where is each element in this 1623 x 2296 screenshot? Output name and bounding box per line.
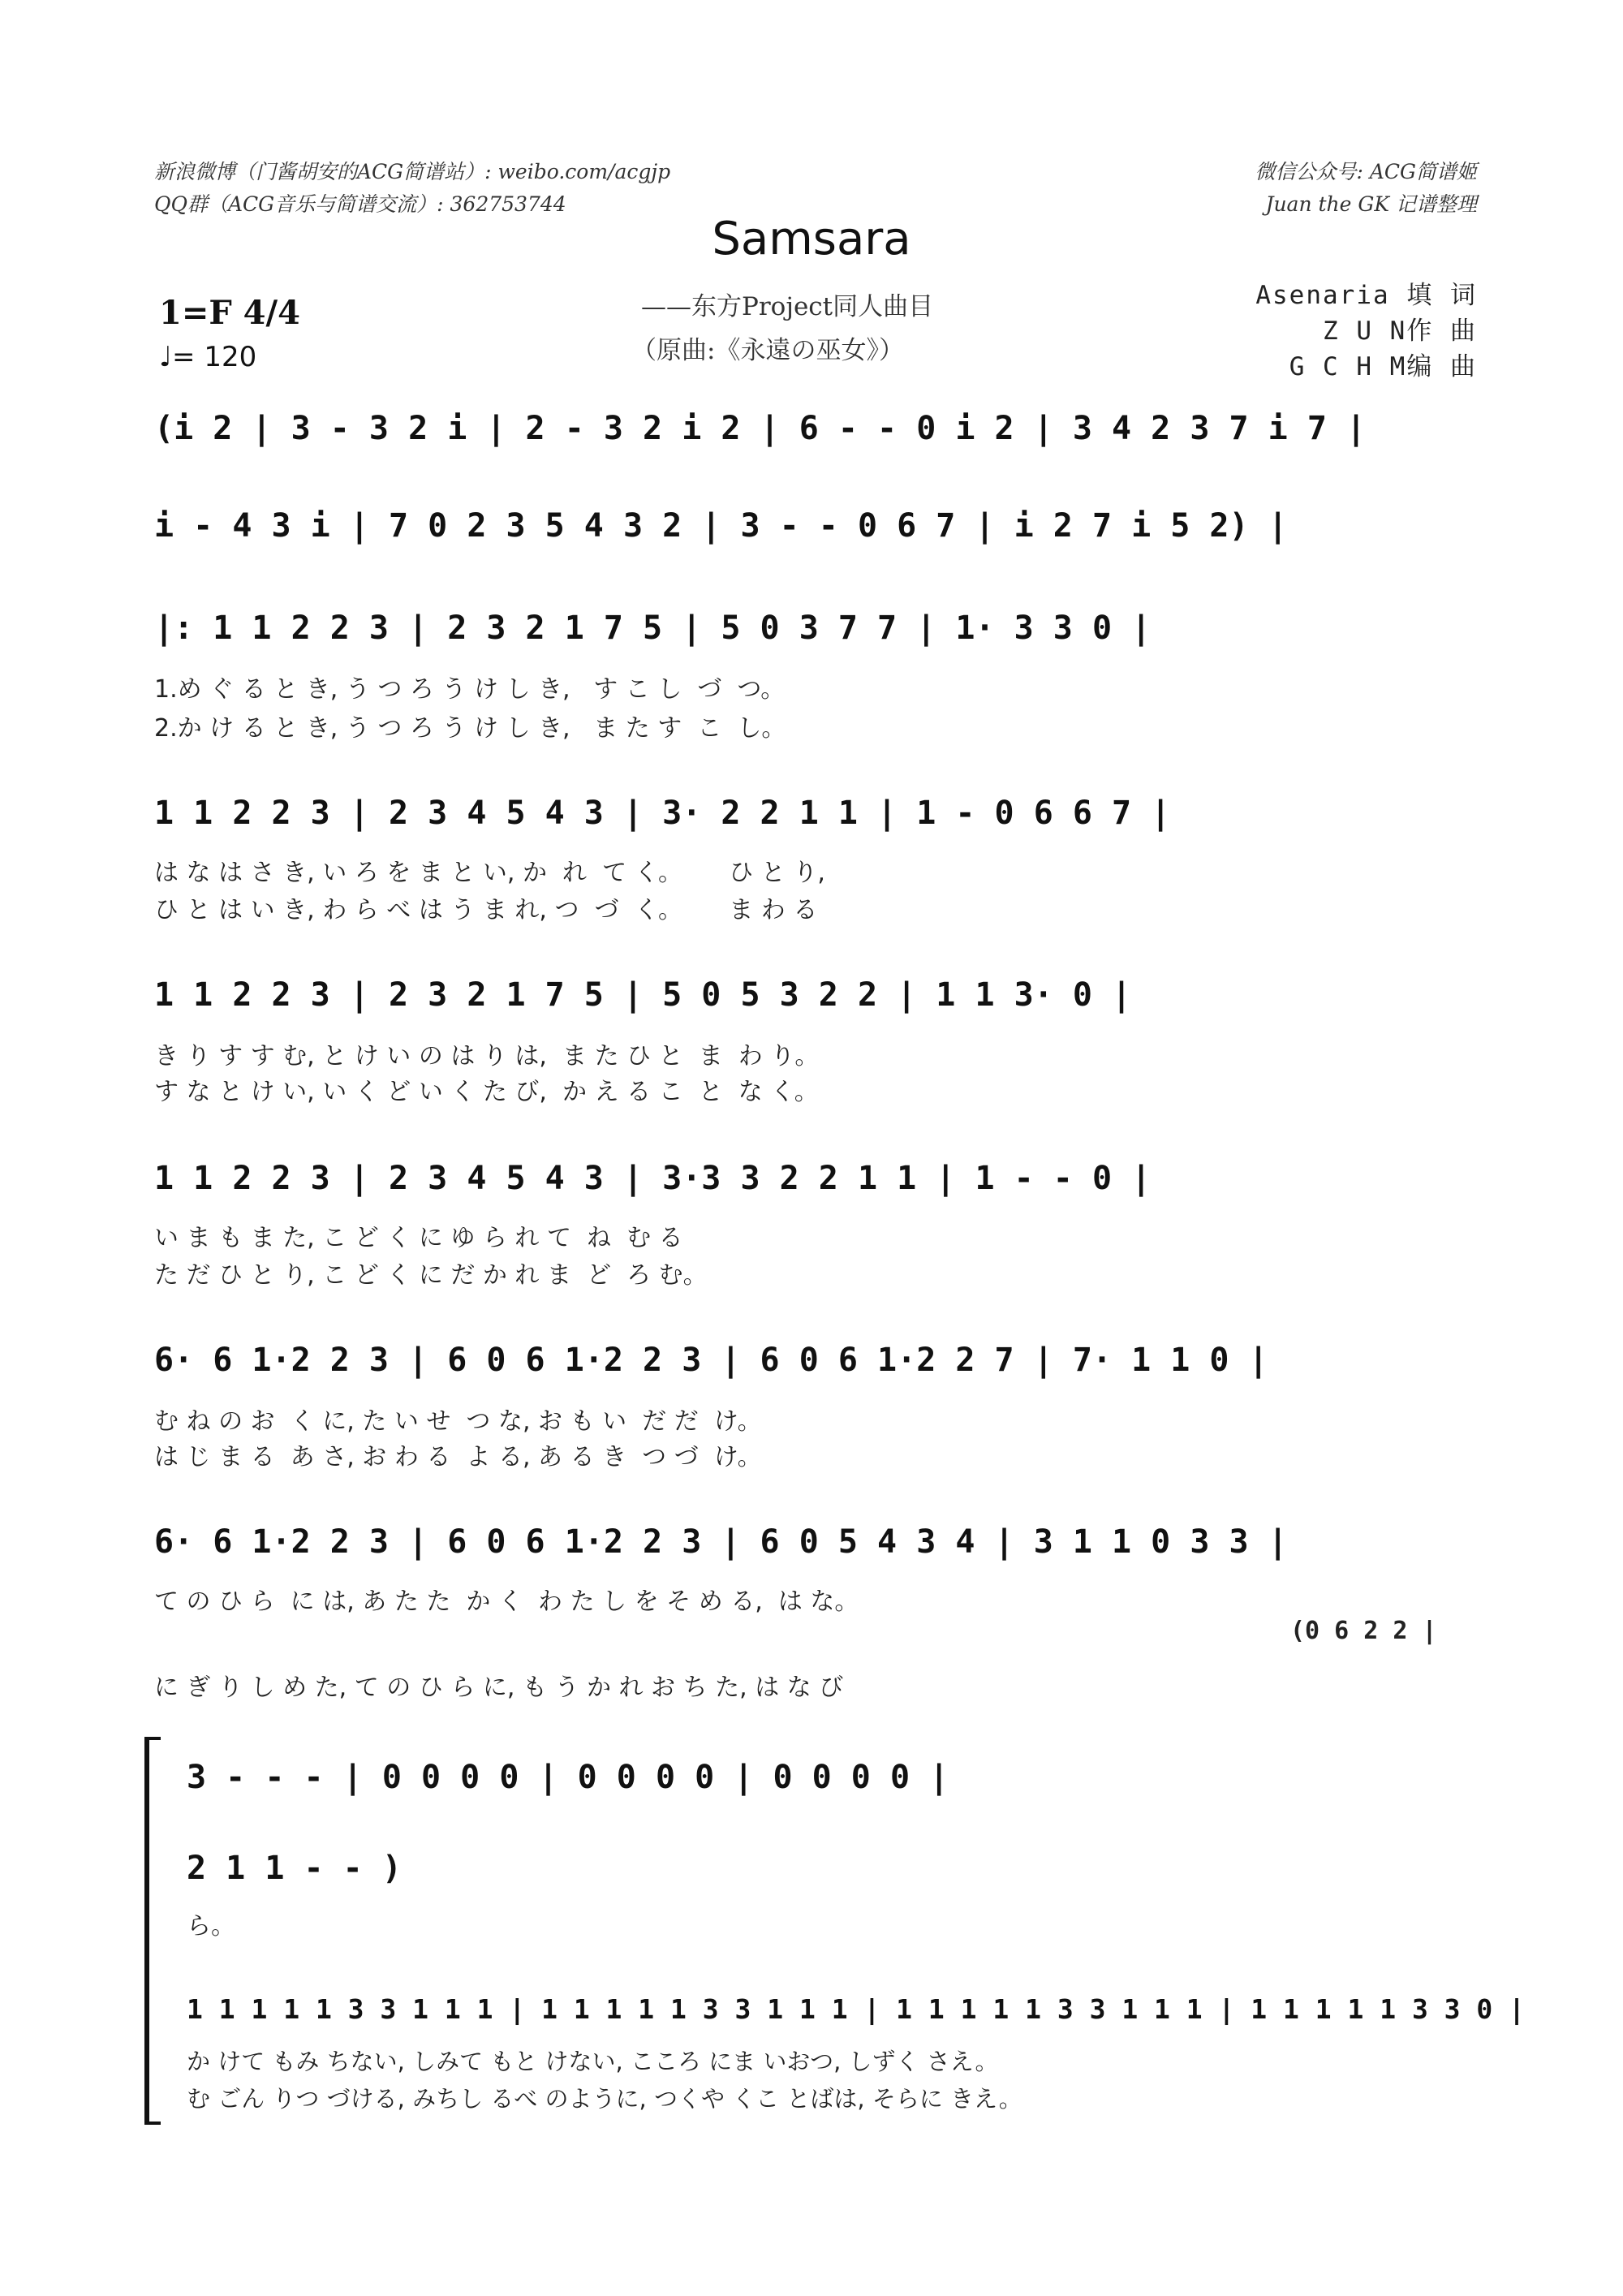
subtitle-original: （原曲:《永遠の巫女》）: [631, 336, 904, 365]
lyrics-verse-2: す な と け い, い く ど い く た び, か え る こ と な く。: [154, 1078, 819, 1106]
notes-line: i - 4 3 i | 7 0 2 3 5 4 3 2 | 3 - - 0 6 7 | i 2 7 i 5 2) |: [154, 507, 1288, 545]
notes-line: 1 1 2 2 3 | 2 3 2 1 7 5 | 5 0 5 3 2 2 | 1 1 3· 0 |: [154, 976, 1132, 1014]
lyrics-verse-2: に ぎ り し め た, て の ひ ら に, も う か れ お ち た, は な び: [154, 1674, 844, 1702]
notes-line: 1 1 2 2 3 | 2 3 4 5 4 3 | 3·3 3 2 2 1 1 | 1 - - 0 |: [154, 1160, 1152, 1197]
song-title: Samsara: [712, 213, 911, 265]
lyrics-verse-1: は な は さ き, い ろ を ま と い, か れ て く。 ひ と り,: [154, 859, 825, 887]
notes-line: 6· 6 1·2 2 3 | 6 0 6 1·2 2 3 | 6 0 5 4 3 4 | 3 1 1 0 3 3 |: [154, 1523, 1288, 1561]
lyrics-verse-2: 2.か け る と き, う つ ろ う け し き, ま た す こ し。: [154, 714, 786, 743]
header-left-line2: QQ群（ACG音乐与简谱交流）: 362753744: [154, 192, 566, 216]
notes-line: 2 1 1 - - ): [187, 1850, 402, 1887]
lyrics-verse-1: む ね の お く に, た い せ つ な, お も い だ だ け。: [154, 1407, 762, 1436]
lyrics-verse-1: か けて もみ ちない, しみて もと けない, こころ にま いおつ, しずく さえ。: [187, 2048, 999, 2075]
lyrics-verse-2: た だ ひ と り, こ ど く に だ か れ ま ど ろ む。: [154, 1261, 708, 1290]
lyrics-verse-2: ひ と は い き, わ ら べ は う ま れ, つ づ く。 ま わ る: [154, 896, 818, 924]
lyrics-verse-1: い ま も ま た, こ ど く に ゆ ら れ て ね む る: [154, 1224, 683, 1252]
header-right-line1: 微信公众号: ACG简谱姬: [1255, 160, 1477, 183]
notes-line: 1 1 2 2 3 | 2 3 4 5 4 3 | 3· 2 2 1 1 | 1 - 0 6 6 7 |: [154, 795, 1171, 832]
key-signature: 1=F 4/4: [159, 294, 300, 332]
lyrics-verse-1: き り す す む, と け い の は り は, ま た ひ と ま わ り。: [154, 1042, 820, 1070]
notes-line: (i 2 | 3 - 3 2 i | 2 - 3 2 i 2 | 6 - - 0 i 2 | 3 4 2 3 7 i 7 |: [154, 410, 1367, 447]
credit-arranger: G C H M编 曲: [1289, 352, 1477, 381]
lyrics-verse-1: て の ひ ら に は, あ た た か く わ た し を そ め る, は な。: [154, 1587, 859, 1616]
credit-lyrics: Asenaria 填 词: [1255, 281, 1477, 310]
credit-composer: Z U N作 曲: [1323, 317, 1477, 346]
header-left-line1: 新浪微博（门酱胡安的ACG简谱站）: weibo.com/acgjp: [154, 160, 671, 183]
lyrics-ending: ら。: [187, 1912, 235, 1941]
notes-line: 1 1 1 1 1 3 3 1 1 1 | 1 1 1 1 1 3 3 1 1 1 | 1 1 1 1 1 3 3 1 1 1 | 1 1 1 1 1 3 3 0 |: [187, 1993, 1526, 2025]
header-right-line2: Juan the GK 记谱整理: [1265, 192, 1477, 216]
lyrics-verse-2: む ごん りつ づける, みちし るべ のように, つくや くこ とばは, そらに きえ。: [187, 2085, 1022, 2113]
ending-bracket: [144, 1737, 161, 2125]
tempo-marking: ♩= 120: [159, 341, 257, 373]
notes-line: 6· 6 1·2 2 3 | 6 0 6 1·2 2 3 | 6 0 6 1·2 2 7 | 7· 1 1 0 |: [154, 1342, 1268, 1379]
pickup-notes: (0 6 2 2 |: [1290, 1617, 1437, 1645]
notes-line: 3 - - - | 0 0 0 0 | 0 0 0 0 | 0 0 0 0 |: [187, 1759, 949, 1796]
subtitle-series: ——东方Project同人曲目: [641, 292, 934, 321]
lyrics-verse-2: は じ ま る あ さ, お わ る よ る, あ る き つ づ け。: [154, 1443, 762, 1471]
lyrics-verse-1: 1.め ぐ る と き, う つ ろ う け し き, す こ し づ つ。: [154, 675, 786, 704]
notes-line: |: 1 1 2 2 3 | 2 3 2 1 7 5 | 5 0 3 7 7 | 1· 3 3 0 |: [154, 610, 1152, 647]
